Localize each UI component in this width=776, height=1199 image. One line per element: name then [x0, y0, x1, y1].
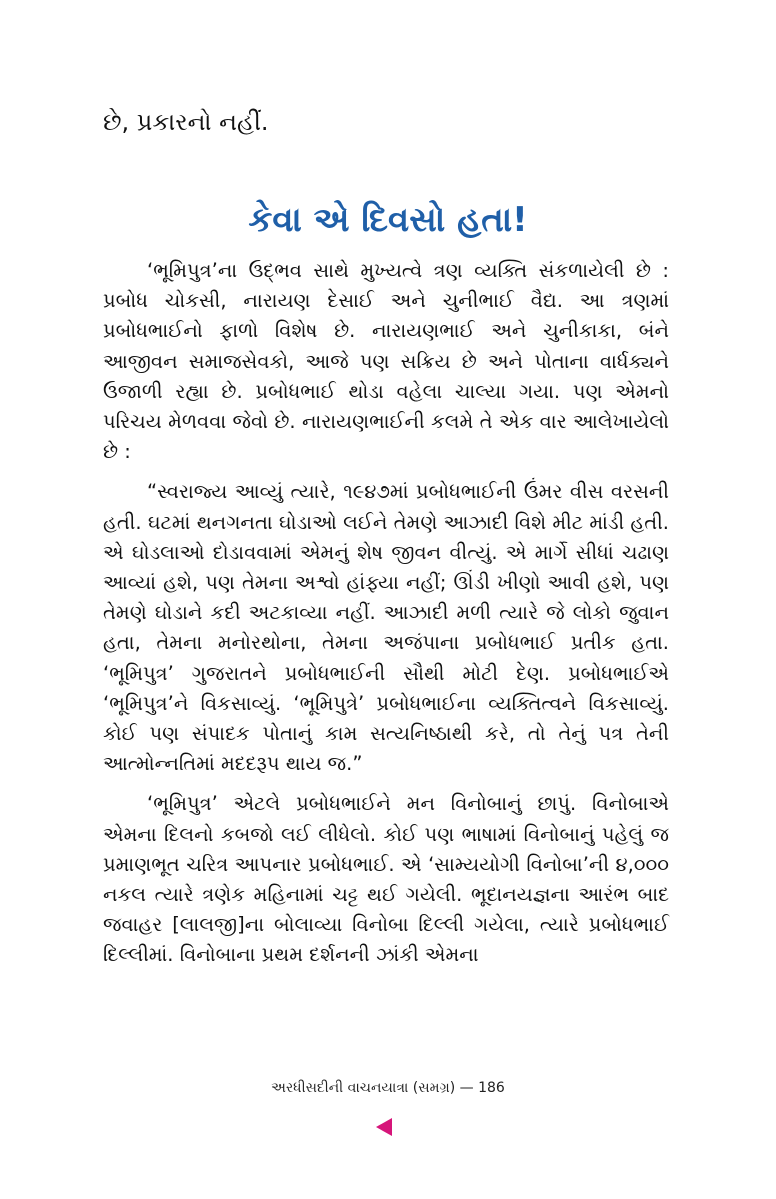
chapter-title: કેવા એ દિવસો હતા!: [248, 200, 528, 240]
footer-page-number: 186: [478, 1080, 505, 1096]
previous-section-ending: છે, પ્રકારનો નહીં.: [103, 108, 269, 136]
paragraph-intro: ‘ભૂમિપુત્ર’ના ઉદ્‌ભવ સાથે મુખ્યત્વે ત્રણ વ્યક્તિ સંકળાયેલી છે : પ્રબોધ ચોકસી, નારાયણ દેસાઈ અને ચુનીભાઈ વૈદ્ય. આ ત્રણમાં પ્રબોધભાઈનો ફાળો વિશેષ છે. નારાયણભાઈ અને ચુનીકાકા, બંને આજીવન સમાજસેવકો, આજે પણ સક્રિય છે અને પોતાના વાર્ધક્યને ઉજાળી રહ્યા છે. પ્રબોધભાઈ થોડા વહેલા ચાલ્યા ગયા. પણ એમનો પરિચય મેળવવા જેવો છે. નારાયણભાઈની કલમે તે એક વાર આલેખાયેલો છે :: [103, 259, 669, 464]
footer-separator: —: [459, 1080, 474, 1096]
paragraph-quote: “સ્વરાજ્ય આવ્યું ત્યારે, ૧૯૪૭માં પ્રબોધભાઈની ઉંમર વીસ વરસની હતી. ઘટમાં થનગનતા ઘોડાઓ લઈને તેમણે આઝાદી વિશે મીટ માંડી હતી. એ ઘોડલાઓ દોડાવવામાં એમનું શેષ જીવન વીત્યું. એ માર્ગે સીધાં ચઢાણ આવ્યાં હશે, પણ તેમના અશ્વો હાંફ્યા નહીં; ઊંડી ખીણો આવી હશે, પણ તેમણે ઘોડાને કદી અટકાવ્યા નહીં. આઝાદી મળી ત્યારે જે લોકો જુવાન હતા, તેમના મનોરથોના, તેમના અજંપાના પ્રબોધભાઈ પ્રતીક હતા. ‘ભૂમિપુત્ર’ ગુજરાતને પ્રબોધભાઈની સૌથી મોટી દેણ. પ્રબોધભાઈએ ‘ભૂમિપુત્ર’ને વિકસાવ્યું. ‘ભૂમિપુત્રે’ પ્રબોધભાઈના વ્યક્તિત્વને વિકસાવ્યું. કોઈ પણ સંપાદક પોતાનું કામ સત્યનિષ્ઠાથી કરે, તો તેનું પત્ર તેની આત્મોન્નતિમાં મદદરૂપ થાય જ.”: [103, 480, 669, 776]
footer-book-title: અરધીસદીની વાચનયાત્રા (સમગ્ર): [271, 1080, 456, 1096]
previous-page-arrow-icon[interactable]: [376, 1118, 392, 1136]
body-text: [103, 256, 669, 981]
paragraph-vinoba: ‘ભૂમિપુત્ર’ એટલે પ્રબોધભાઈને મન વિનોબાનું છાપું. વિનોબાએ એમના દિલનો કબજો લઈ લીધેલો. કોઈ પણ ભાષામાં વિનોબાનું પહેલું જ પ્રમાણભૂત ચરિત્ર આપનાર પ્રબોધભાઈ. એ ‘સામ્યયોગી વિનોબા’ની ૪,૦૦૦ નકલ ત્યારે ત્રણેક મહિનામાં ચટ્ટ થઈ ગયેલી. ભૂદાનયજ્ઞના આરંભ બાદ જવાહર [લાલજી]ના બોલાવ્યા વિનોબા દિલ્લી ગયેલા, ત્યારે પ્રબોધભાઈ દિલ્લીમાં. વિનોબાના પ્રથમ દર્શનની ઝાંકી એમના: [103, 792, 669, 967]
page-footer: [0, 1077, 776, 1099]
